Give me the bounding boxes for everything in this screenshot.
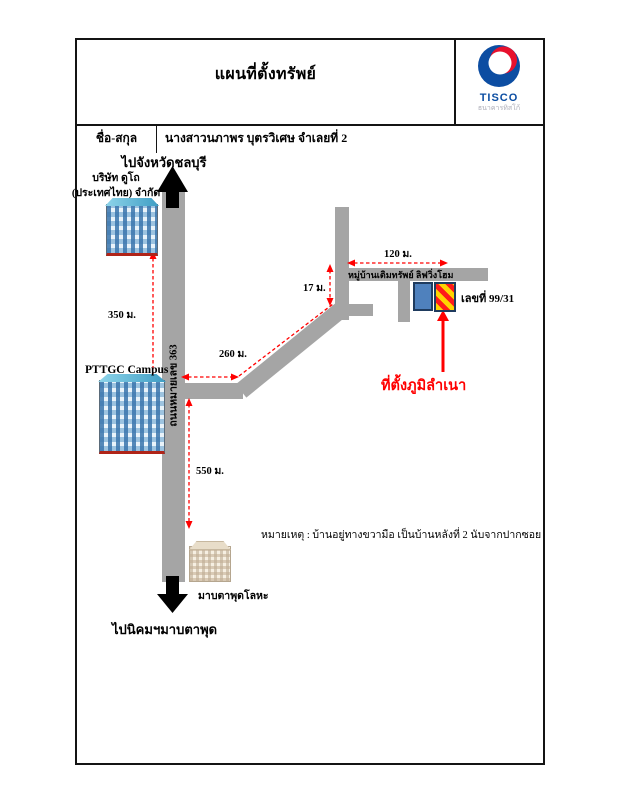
house-number-label: เลขที่ 99/31 (461, 293, 515, 305)
target-house-icon (434, 282, 456, 312)
neighbor-house-icon (413, 282, 433, 311)
road-name-label: ถนนหมายเลข 363 (168, 344, 180, 427)
road-driveway-stub (398, 281, 410, 322)
plant-label: มาบตาพุดโลหะ (198, 591, 269, 602)
campus-label: PTTGC Campus (85, 364, 169, 376)
destination-top-label: ไปจังหวัดชลบุรี (121, 155, 207, 170)
target-location-label: ที่ตั้งภูมิลำเนา (381, 378, 467, 394)
distance-17-label: 17 ม. (303, 283, 326, 294)
company-building-icon (106, 204, 158, 256)
name-field-value: นางสาวนภาพร บุตรวิเศษ จำเลยที่ 2 (165, 131, 348, 145)
distance-350-label: 350 ม. (108, 310, 136, 321)
road-diagonal (241, 304, 348, 391)
destination-bottom-label: ไปนิคมฯมาบตาพุด (112, 622, 218, 637)
pttgc-building-icon (99, 380, 165, 454)
target-pointer (437, 310, 449, 372)
company-label-line1: บริษัท ดูโถ (92, 173, 140, 184)
arrow-down-shaft (166, 576, 179, 595)
village-name-label: หมู่บ้านเติมทรัพย์ ลิฟวิ่งโฮม (348, 270, 454, 280)
plant-building-icon (189, 546, 231, 582)
company-label-line2: (ประเทศไทย) จำกัด (71, 188, 161, 199)
road-lower-stub (342, 304, 373, 316)
logo-subtitle-text: ธนาคารทิสโก้ (477, 104, 521, 112)
distance-120-label: 120 ม. (384, 249, 412, 260)
arrow-down-icon (157, 594, 188, 613)
name-field-label: ชื่อ-สกุล (95, 131, 138, 145)
page-title: แผนที่ตั้งทรัพย์ (214, 66, 317, 83)
distance-260-label: 260 ม. (219, 349, 247, 360)
logo-brand-text: TISCO (479, 92, 519, 104)
road-junction-stub (185, 383, 243, 399)
road-soi-vertical (335, 207, 349, 320)
note-text: หมายเหตุ : บ้านอยู่ทางขวามือ เป็นบ้านหลังที่ 2 นับจากปากซอย (261, 530, 542, 541)
arrow-up-shaft (166, 190, 179, 208)
distance-550-label: 550 ม. (196, 466, 224, 477)
